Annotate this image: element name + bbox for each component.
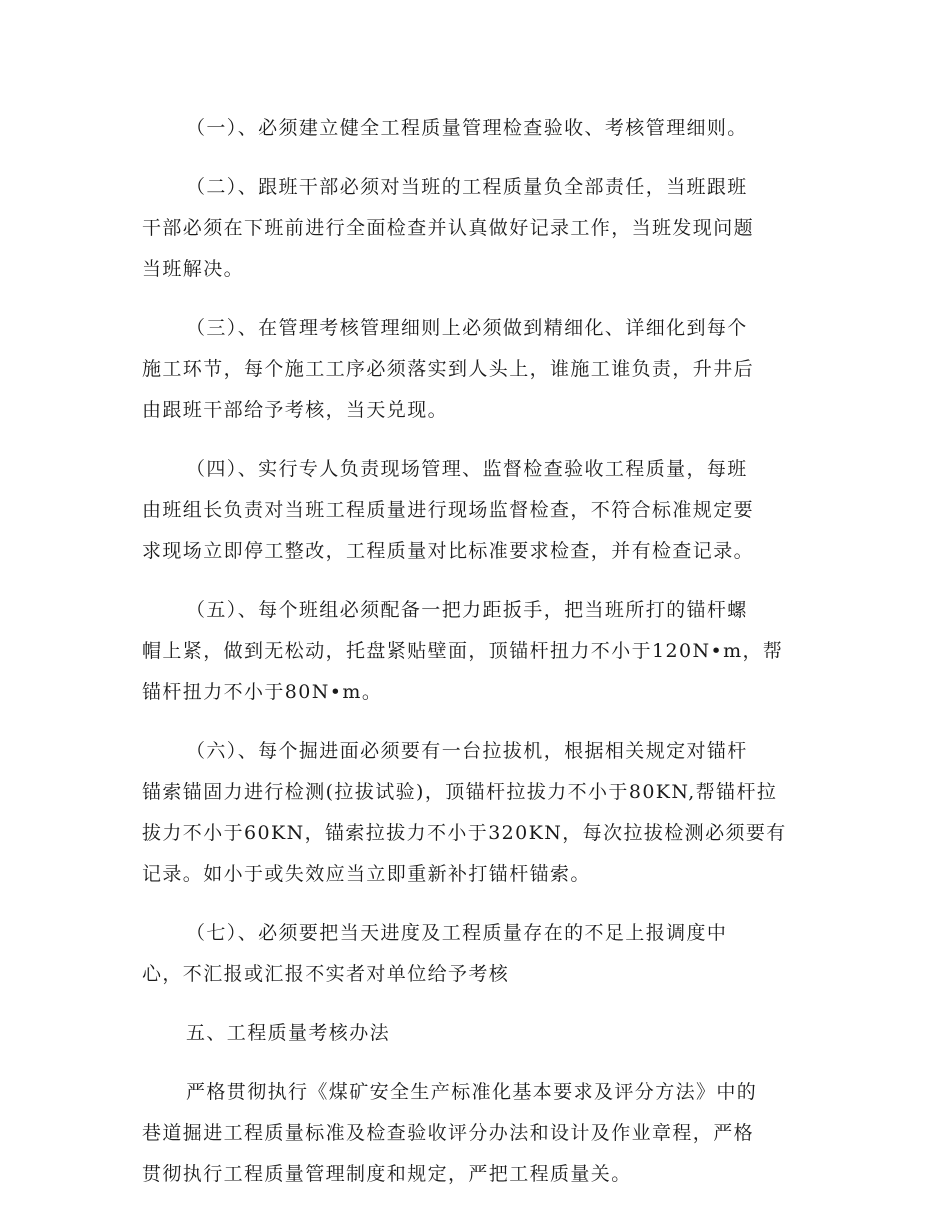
paragraph-line: 心，不汇报或汇报不实者对单位给予考核 [142,963,510,985]
paragraph-item-5 [142,590,812,713]
paragraph-line: 干部必须在下班前进行全面检查并认真做好记录工作，当班发现问题 [142,217,755,239]
paragraph-line: 帽上紧，做到无松动，托盘紧贴壁面，顶锚杆扭力不小于120N•m，帮 [142,640,784,662]
paragraph-line: 锚杆扭力不小于80N•m。 [142,681,383,703]
paragraph-line: （四）、实行专人负责现场管理、监督检查验收工程质量，每班 [186,458,748,480]
paragraph-line: （二）、跟班干部必须对当班的工程质量负全部责任，当班跟班 [186,176,748,198]
paragraph-line: （五）、每个班组必须配备一把力距扳手，把当班所打的锚杆螺 [186,599,748,621]
paragraph-line: 当班解决。 [142,258,245,280]
paragraph-line: 严格贯彻执行《煤矿安全生产标准化基本要求及评分方法》中的 [186,1081,758,1103]
paragraph-item-1 [142,108,812,149]
paragraph-line: 求现场立即停工整改，工程质量对比标准要求检查，并有检查记录。 [142,540,755,562]
paragraph-item-7 [142,913,812,995]
document-body [142,108,812,1213]
paragraph-line: （七）、必须要把当天进度及工程质量存在的不足上报调度中 [186,922,728,944]
paragraph-line: 由班组长负责对当班工程质量进行现场监督检查，不符合标准规定要 [142,499,755,521]
paragraph-item-3 [142,308,812,431]
paragraph-line: 拔力不小于60KN，锚索拉拔力不小于320KN，每次拉拔检测必须要有 [142,822,787,844]
paragraph-line: 施工环节，每个施工工序必须落实到人头上，谁施工谁负责，升井后 [142,358,755,380]
paragraph-line: 贯彻执行工程质量管理制度和规定，严把工程质量关。 [142,1163,632,1185]
paragraph-line: 记录。如小于或失效应当立即重新补打锚杆锚索。 [142,863,591,885]
paragraph-item-4 [142,449,812,572]
paragraph-line: 巷道掘进工程质量标准及检查验收评分办法和设计及作业章程，严格 [142,1122,755,1144]
paragraph-item-8 [142,1072,812,1195]
paragraph-line: 锚索锚固力进行检测(拉拔试验)，顶锚杆拉拔力不小于80KN,帮锚杆拉 [142,781,778,803]
paragraph-item-6 [142,731,812,895]
paragraph-line: （一）、必须建立健全工程质量管理检查验收、考核管理细则。 [186,117,748,139]
paragraph-line: 由跟班干部给予考核，当天兑现。 [142,399,449,421]
section-heading [142,1013,812,1054]
paragraph-line: （三）、在管理考核管理细则上必须做到精细化、详细化到每个 [186,317,748,339]
paragraph-line: （六）、每个掘进面必须要有一台拉拔机，根据相关规定对锚杆 [186,740,748,762]
section-heading-text: 五、工程质量考核办法 [186,1022,391,1044]
paragraph-item-2 [142,167,812,290]
